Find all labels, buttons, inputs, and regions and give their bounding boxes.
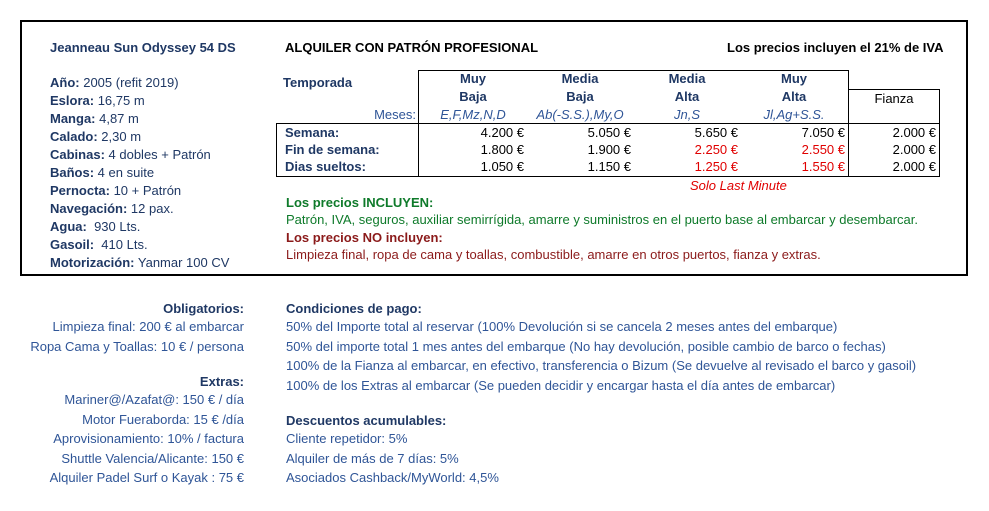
fianza-header: Fianza [874,91,914,106]
spec-row [50,254,229,272]
spec-row [50,182,229,200]
list-item: 50% del Importe total al reservar (100% Devolución si se cancela 2 meses antes del embarque) [286,319,838,334]
price-cell: 1.550 € [801,159,845,174]
season-months: Jn,S [673,107,700,122]
price-cell: 1.900 € [587,142,631,157]
price-cell: 5.050 € [587,125,631,140]
includes-title: Los precios INCLUYEN: [286,195,434,210]
list-item: Ropa Cama y Toallas: 10 € / persona [30,338,244,354]
price-cell: 1.050 € [480,159,524,174]
list-item: 100% de la Fianza al embarcar, en efectivo, transferencia o Bizum (Se devuelve al revisado el barco y gasoil) [286,358,917,373]
spec-value: 4 en suite [94,165,155,180]
spec-row [50,110,229,128]
list-item: Alquiler Padel Surf o Kayak : 75 € [49,470,244,485]
spec-value: 2005 (refit 2019) [79,75,179,90]
spec-label: Manga: [50,111,96,126]
season-line2: Baja [566,89,594,104]
list-item: Mariner@/Azafat@: 150 € / día [64,392,244,407]
price-cell: 2.550 € [801,142,845,157]
extras-title: Extras: [199,374,244,389]
price-cell: 1.800 € [480,142,524,157]
fianza-cell: 2.000 € [892,159,936,174]
list-item: Limpieza final: 200 € al embarcar [52,319,244,334]
grid-line [848,89,940,90]
temporada-label: Temporada [283,75,353,90]
list-item: 100% de los Extras al embarcar (Se pueden decidir y encargar hasta el día antes de embarcar) [286,377,836,393]
iva-note: Los precios incluyen el 21% de IVA [727,40,944,55]
price-cell: 1.150 € [587,159,631,174]
fianza-cell: 2.000 € [892,142,936,157]
list-item: Alquiler de más de 7 días: 5% [286,450,459,466]
fianza-cell: 2.000 € [892,125,936,140]
excludes-title: Los precios NO incluyen: [286,230,443,245]
last-minute-note: Solo Last Minute [690,178,787,193]
spec-row [50,236,229,254]
price-row-label: Dias sueltos: [285,159,366,174]
pago-title: Condiciones de pago: [286,301,422,316]
spec-label: Motorización: [50,255,135,270]
spec-value: 4 dobles + Patrón [104,147,211,162]
price-cell: 7.050 € [801,125,845,140]
season-months: Ab(-S.S.),My,O [536,107,624,122]
spec-value: 410 Lts. [94,237,148,252]
price-row-label: Fin de semana: [285,142,380,157]
spec-label: Año: [50,75,80,90]
spec-label: Gasoil: [50,237,95,252]
descuentos-title: Descuentos acumulables: [286,413,447,428]
spec-value: 4,87 m [95,111,139,126]
boat-name: Jeanneau Sun Odyssey 54 DS [50,40,236,55]
list-item: 50% del importe total 1 mes antes del embarque (No hay devolución, posible cambio de barco o fechas) [286,338,886,354]
season-line1: Media [668,71,706,86]
spec-row [50,92,229,110]
price-cell: 2.250 € [694,142,738,157]
list-item: Cliente repetidor: 5% [286,431,408,446]
obligatorios-title: Obligatorios: [163,301,244,316]
price-cell: 5.650 € [694,125,738,140]
season-line2: Alta [781,89,807,104]
season-line1: Media [561,71,599,86]
spec-row [50,74,229,92]
season-months: Jl,Ag+S.S. [763,107,825,122]
spec-row [50,146,229,164]
season-line1: Muy [460,71,486,86]
grid-line [276,123,277,176]
price-cell: 4.200 € [480,125,524,140]
list-item: Shuttle Valencia/Alicante: 150 € [61,450,244,466]
spec-label: Navegación: [50,201,128,216]
spec-row [50,200,229,218]
specs-list [50,74,229,272]
season-line1: Muy [781,71,807,86]
season-line2: Alta [674,89,700,104]
spec-value: 930 Lts. [86,219,141,234]
spec-value: 10 + Patrón [109,183,182,198]
spec-row [50,128,229,146]
season-months: E,F,Mz,N,D [440,107,506,122]
spec-label: Cabinas: [50,147,105,162]
spec-label: Agua: [50,219,87,234]
spec-label: Calado: [50,129,98,144]
spec-label: Pernocta: [50,183,110,198]
spec-label: Eslora: [50,93,95,108]
price-cell: 1.250 € [694,159,738,174]
grid-line [276,176,940,177]
page-title: ALQUILER CON PATRÓN PROFESIONAL [285,40,539,55]
season-line2: Baja [459,89,487,104]
meses-label: Meses: [374,107,416,122]
list-item: Aprovisionamiento: 10% / factura [53,431,244,446]
grid-line [939,89,940,176]
spec-value: 16,75 m [94,93,145,108]
spec-label: Baños: [50,165,95,180]
spec-value: 12 pax. [127,201,174,216]
spec-value: 2,30 m [97,129,142,144]
excludes-text: Limpieza final, ropa de cama y toallas, combustible, amarre en otros puertos, fianza y extras. [286,247,821,262]
spec-row [50,218,229,236]
spec-row [50,164,229,182]
price-row-label: Semana: [285,125,340,140]
grid-line [276,123,940,124]
includes-text: Patrón, IVA, seguros, auxiliar semirrígida, amarre y suministros en el puerto base al embarcar y desembarcar. [286,212,918,227]
list-item: Motor Fueraborda: 15 € /día [82,411,244,427]
spec-value: Yanmar 100 CV [134,255,230,270]
list-item: Asociados Cashback/MyWorld: 4,5% [286,470,499,485]
